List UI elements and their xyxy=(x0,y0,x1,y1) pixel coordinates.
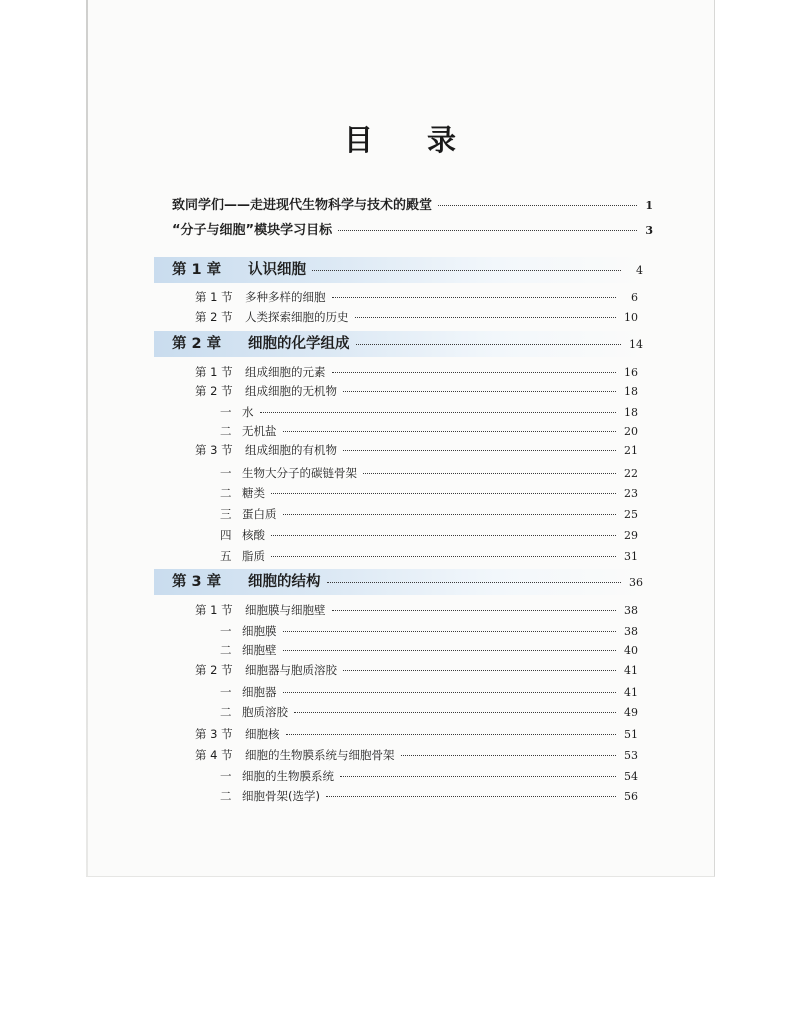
subsection-title: 蛋白质 xyxy=(242,507,277,521)
dot-leader xyxy=(356,343,622,345)
subsection-label: 三 xyxy=(220,507,232,521)
subsection-label: 二 xyxy=(220,705,232,719)
page-number: 38 xyxy=(624,625,638,638)
page-number: 3 xyxy=(645,224,653,237)
dot-leader xyxy=(332,371,617,373)
subsection-title: 细胞膜 xyxy=(242,624,277,638)
subsection-label: 四 xyxy=(220,528,232,542)
toc-subsection-entry[interactable] xyxy=(0,685,800,700)
section-label: 第 3 节 xyxy=(195,727,233,741)
chapter-label: 第 2 章 xyxy=(172,336,222,352)
dot-leader xyxy=(363,472,616,474)
subsection-title: 生物大分子的碳链骨架 xyxy=(242,466,357,480)
toc-subsection-entry[interactable] xyxy=(0,528,800,543)
subsection-title: 水 xyxy=(242,405,254,419)
page-number: 25 xyxy=(624,508,638,521)
section-title: 细胞膜与细胞壁 xyxy=(245,603,326,617)
dot-leader xyxy=(283,630,617,632)
section-title: 人类探索细胞的历史 xyxy=(245,310,349,324)
toc-section-entry[interactable] xyxy=(0,603,800,618)
toc-chapter-entry[interactable] xyxy=(0,337,800,352)
toc-section-entry[interactable] xyxy=(0,310,800,325)
dot-leader xyxy=(283,430,617,432)
dot-leader xyxy=(260,411,617,413)
page-number: 49 xyxy=(624,706,638,719)
title-char-2: 录 xyxy=(427,123,457,157)
subsection-label: 二 xyxy=(220,424,232,438)
page-number: 51 xyxy=(624,728,638,741)
subsection-title: 糖类 xyxy=(242,486,265,500)
section-title: 细胞器与胞质溶胶 xyxy=(245,663,337,677)
page-number: 54 xyxy=(624,770,638,783)
toc-subsection-entry[interactable] xyxy=(0,549,800,564)
dot-leader xyxy=(312,269,621,271)
page-number: 20 xyxy=(624,425,638,438)
page-number: 14 xyxy=(629,338,643,351)
section-label: 第 1 节 xyxy=(195,603,233,617)
subsection-title: 细胞器 xyxy=(242,685,277,699)
page-number: 22 xyxy=(624,467,638,480)
subsection-label: 一 xyxy=(220,685,232,699)
dot-leader xyxy=(327,581,622,583)
page-title xyxy=(0,118,800,158)
subsection-label: 二 xyxy=(220,486,232,500)
page-number: 4 xyxy=(636,264,643,277)
page-number: 31 xyxy=(624,550,638,563)
toc-section-entry[interactable] xyxy=(0,365,800,380)
dot-leader xyxy=(294,711,616,713)
section-label: 第 4 节 xyxy=(195,748,233,762)
dot-leader xyxy=(271,534,616,536)
page-number: 18 xyxy=(624,385,638,398)
toc-subsection-entry[interactable] xyxy=(0,466,800,481)
toc-section-entry[interactable] xyxy=(0,443,800,458)
dot-leader xyxy=(332,609,617,611)
page-number: 10 xyxy=(624,311,638,324)
page-number: 21 xyxy=(624,444,638,457)
section-label: 第 1 节 xyxy=(195,290,233,304)
toc-subsection-entry[interactable] xyxy=(0,424,800,439)
toc-section-entry[interactable] xyxy=(0,290,800,305)
section-label: 第 2 节 xyxy=(195,384,233,398)
page-number: 36 xyxy=(629,576,643,589)
dot-leader xyxy=(401,754,617,756)
toc-chapter-entry[interactable] xyxy=(0,575,800,590)
page-number: 1 xyxy=(645,199,653,212)
entry-title: “分子与细胞”模块学习目标 xyxy=(172,223,333,238)
dot-leader xyxy=(343,390,616,392)
subsection-label: 二 xyxy=(220,789,232,803)
page-number: 23 xyxy=(624,487,638,500)
toc-section-entry[interactable] xyxy=(0,663,800,678)
dot-leader xyxy=(283,513,617,515)
toc-subsection-entry[interactable] xyxy=(0,405,800,420)
dot-leader xyxy=(271,555,616,557)
page-number: 6 xyxy=(631,291,638,304)
dot-leader xyxy=(340,775,616,777)
toc-subsection-entry[interactable] xyxy=(0,789,800,804)
toc-section-entry[interactable] xyxy=(0,748,800,763)
dot-leader xyxy=(271,492,616,494)
subsection-label: 一 xyxy=(220,769,232,783)
dot-leader xyxy=(343,449,616,451)
subsection-label: 五 xyxy=(220,549,232,563)
toc-subsection-entry[interactable] xyxy=(0,643,800,658)
chapter-title: 细胞的结构 xyxy=(248,574,321,590)
title-char-1: 目 xyxy=(343,123,373,157)
section-title: 组成细胞的元素 xyxy=(245,365,326,379)
page-number: 16 xyxy=(624,366,638,379)
toc-subsection-entry[interactable] xyxy=(0,705,800,720)
section-label: 第 2 节 xyxy=(195,663,233,677)
page-number: 53 xyxy=(624,749,638,762)
section-title: 细胞核 xyxy=(245,727,280,741)
page-number: 18 xyxy=(624,406,638,419)
chapter-label: 第 3 章 xyxy=(172,574,222,590)
subsection-title: 核酸 xyxy=(242,528,265,542)
toc-section-entry[interactable] xyxy=(0,727,800,742)
toc-section-entry[interactable] xyxy=(0,384,800,399)
toc-intro-entry[interactable] xyxy=(0,199,800,213)
page-number: 41 xyxy=(624,664,638,677)
dot-leader xyxy=(338,229,637,231)
dot-leader xyxy=(332,296,617,298)
section-title: 细胞的生物膜系统与细胞骨架 xyxy=(245,748,395,762)
subsection-label: 二 xyxy=(220,643,232,657)
page-number: 40 xyxy=(624,644,638,657)
dot-leader xyxy=(286,733,617,735)
toc-subsection-entry[interactable] xyxy=(0,769,800,784)
toc-subsection-entry[interactable] xyxy=(0,507,800,522)
section-label: 第 2 节 xyxy=(195,310,233,324)
section-title: 多种多样的细胞 xyxy=(245,290,326,304)
toc-subsection-entry[interactable] xyxy=(0,624,800,639)
section-label: 第 1 节 xyxy=(195,365,233,379)
section-title: 组成细胞的无机物 xyxy=(245,384,337,398)
page-number: 38 xyxy=(624,604,638,617)
section-label: 第 3 节 xyxy=(195,443,233,457)
dot-leader xyxy=(438,204,637,206)
page-number: 41 xyxy=(624,686,638,699)
subsection-title: 脂质 xyxy=(242,549,265,563)
toc-intro-entry[interactable] xyxy=(0,224,800,238)
subsection-title: 细胞骨架(选学) xyxy=(242,789,320,803)
subsection-label: 一 xyxy=(220,624,232,638)
dot-leader xyxy=(283,649,617,651)
entry-title: 致同学们——走进现代生物科学与技术的殿堂 xyxy=(172,198,433,213)
chapter-label: 第 1 章 xyxy=(172,262,222,278)
subsection-label: 一 xyxy=(220,466,232,480)
toc-subsection-entry[interactable] xyxy=(0,486,800,501)
dot-leader xyxy=(343,669,616,671)
chapter-title: 细胞的化学组成 xyxy=(248,336,350,352)
page-number: 29 xyxy=(624,529,638,542)
chapter-title: 认识细胞 xyxy=(248,262,306,278)
subsection-title: 无机盐 xyxy=(242,424,277,438)
dot-leader xyxy=(355,316,617,318)
section-title: 组成细胞的有机物 xyxy=(245,443,337,457)
toc-chapter-entry[interactable] xyxy=(0,263,800,278)
dot-leader xyxy=(283,691,617,693)
page-number: 56 xyxy=(624,790,638,803)
subsection-title: 细胞的生物膜系统 xyxy=(242,769,334,783)
dot-leader xyxy=(326,795,616,797)
subsection-label: 一 xyxy=(220,405,232,419)
subsection-title: 胞质溶胶 xyxy=(242,705,288,719)
subsection-title: 细胞壁 xyxy=(242,643,277,657)
